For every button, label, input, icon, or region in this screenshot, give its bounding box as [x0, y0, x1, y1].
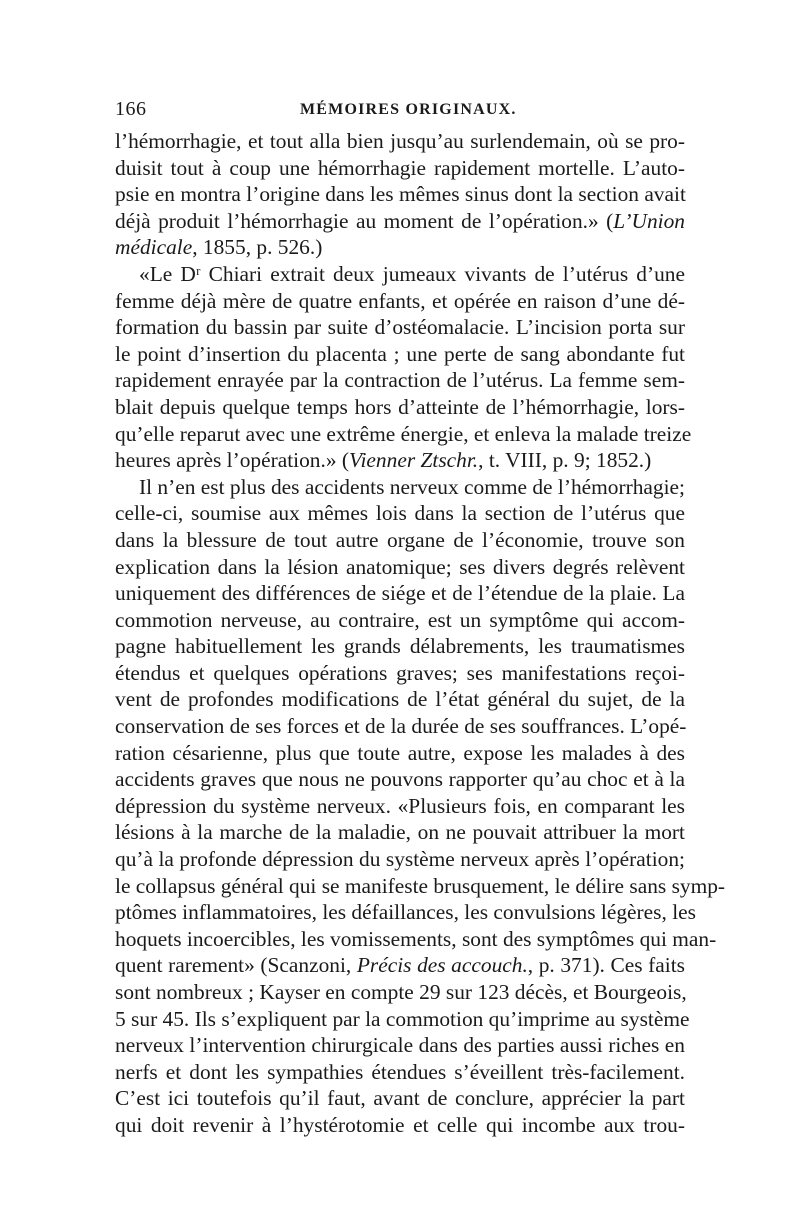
text-line — [115, 713, 685, 740]
text-segment: pagne habituellement les grands délabrements, les traumatismes — [115, 634, 685, 659]
text-segment: femme déjà mère de quatre enfants, et opérée en raison d’une dé- — [115, 288, 685, 313]
text-segment: déjà produit l’hémorrhagie au moment de l’opération.» ( — [115, 208, 614, 233]
text-segment: qui doit revenir à l’hystérotomie et celle qui incombe aux trou- — [115, 1112, 685, 1137]
text-line — [115, 926, 717, 953]
text-segment: C’est ici toutefois qu’il faut, avant de conclure, apprécier la part — [115, 1086, 685, 1111]
text-segment: qu’à la profonde dépression du système nerveux après l’opération; — [115, 847, 685, 872]
text-segment: quent rarement» (Scanzoni, — [115, 953, 357, 978]
text-line — [115, 1032, 685, 1059]
text-line — [115, 819, 685, 846]
text-line — [115, 341, 685, 368]
text-segment: le collapsus général qui se manifeste brusquement, le délire sans symp- — [115, 873, 726, 898]
text-segment: hoquets incoercibles, les vomissements, sont des symptômes qui man- — [115, 926, 717, 951]
page-header — [115, 98, 685, 122]
text-segment: sont nombreux ; Kayser en compte 29 sur 123 décès, et Bourgeois, — [115, 980, 687, 1004]
text-segment: nerfs et dont les sympathies étendues s’éveillent très-facilement. — [115, 1059, 685, 1084]
text-line — [115, 527, 685, 554]
text-segment: qu’elle reparut avec une extrême énergie, et enleva la malade treize — [115, 421, 692, 446]
text-line — [115, 979, 685, 1006]
italic-citation: Précis des accouch. — [356, 953, 528, 978]
text-segment: , 1855, p. 526.) — [192, 235, 323, 260]
text-segment: accidents graves que nous ne pouvons rapporter qu’au choc et à la — [115, 767, 685, 792]
text-segment: dépression du système nerveux. «Plusieurs fois, en comparant les — [115, 793, 685, 818]
text-line — [115, 128, 685, 155]
text-line — [115, 846, 685, 873]
text-line — [115, 554, 685, 581]
text-line — [115, 633, 685, 660]
text-segment: commotion nerveuse, au contraire, est un symptôme qui accom- — [115, 607, 685, 632]
text-segment: duisit tout à coup une hémorrhagie rapidement mortelle. L’auto- — [115, 155, 685, 180]
italic-citation: L’Union — [613, 208, 685, 233]
text-segment: ptômes inflammatoires, les défaillances, les convulsions légères, les — [115, 900, 696, 925]
italic-citation: Vienner Ztschr. — [349, 448, 479, 473]
text-segment: psie en montra l’origine dans les mêmes sinus dont la section avait — [115, 182, 686, 207]
text-line — [115, 421, 692, 448]
text-line — [115, 899, 696, 926]
text-line — [115, 580, 685, 607]
text-line — [115, 500, 685, 527]
text-line — [115, 793, 685, 820]
text-line — [115, 952, 685, 979]
text-segment: formation du bassin par suite d’ostéomalacie. L’incision porta sur — [115, 315, 685, 340]
text-segment: conservation de ses forces et de la durée de ses souffrances. L’opé- — [115, 714, 687, 739]
text-segment: ration césarienne, plus que toute autre, expose les malades à des — [115, 740, 685, 765]
text-segment: explication dans la lésion anatomique; ses divers degrés relèvent — [115, 554, 685, 579]
text-segment: heures après l’opération.» ( — [115, 448, 350, 473]
text-line — [115, 474, 685, 501]
text-line — [115, 394, 685, 421]
text-line — [115, 261, 685, 288]
text-segment: Il n’en est plus des accidents nerveux comme de l’hémorrhagie; — [139, 474, 685, 499]
italic-citation: médicale — [115, 235, 193, 260]
text-line — [115, 766, 685, 793]
text-segment: vent de profondes modifications de l’état général du sujet, de la — [115, 687, 685, 712]
text-segment: nerveux l’intervention chirurgicale dans des parties aussi riches en — [115, 1033, 685, 1058]
page-number: 166 — [115, 98, 147, 120]
text-line — [115, 314, 685, 341]
text-segment: lésions à la marche de la maladie, on ne pouvait attribuer la mort — [115, 820, 685, 845]
text-line — [115, 288, 685, 315]
text-line — [115, 1006, 690, 1033]
text-line — [115, 873, 726, 900]
text-line — [115, 740, 685, 767]
text-line — [115, 686, 685, 713]
text-segment: étendus et quelques opérations graves; ses manifestations reçoi- — [115, 660, 685, 685]
text-segment: rapidement enrayée par la contraction de l’utérus. La femme sem- — [115, 368, 685, 393]
body-text — [115, 128, 726, 1139]
text-segment: , t. VIII, p. 9; 1852.) — [478, 448, 652, 473]
text-line — [115, 1059, 685, 1086]
text-line — [115, 660, 685, 687]
text-segment: l’hémorrhagie, et tout alla bien jusqu’au surlendemain, où se pro- — [115, 129, 685, 153]
text-line — [115, 208, 685, 235]
text-line — [115, 1085, 685, 1112]
text-segment: dans la blessure de tout autre organe de l’économie, trouve son — [115, 527, 685, 552]
text-segment: uniquement des différences de siége et de l’étendue de la plaie. La — [115, 581, 685, 606]
text-segment: «Le Dʳ Chiari extrait deux jumeaux vivants de l’utérus d’une — [139, 261, 685, 286]
text-line — [115, 181, 685, 208]
text-line — [115, 607, 685, 634]
text-segment: 5 sur 45. Ils s’expliquent par la commotion qu’imprime au système — [115, 1006, 690, 1031]
text-segment: celle-ci, soumise aux mêmes lois dans la section de l’utérus que — [115, 501, 685, 526]
text-line — [115, 367, 685, 394]
text-segment: , p. 371). Ces faits — [527, 953, 685, 978]
running-title: MÉMOIRES ORIGINAUX. — [300, 101, 517, 118]
text-segment: blait depuis quelque temps hors d’atteinte de l’hémorrhagie, lors- — [115, 394, 685, 419]
text-line — [115, 155, 685, 182]
text-line — [115, 447, 685, 474]
text-line — [115, 234, 685, 261]
text-line — [115, 1112, 685, 1139]
text-segment: le point d’insertion du placenta ; une perte de sang abondante fut — [115, 341, 685, 366]
